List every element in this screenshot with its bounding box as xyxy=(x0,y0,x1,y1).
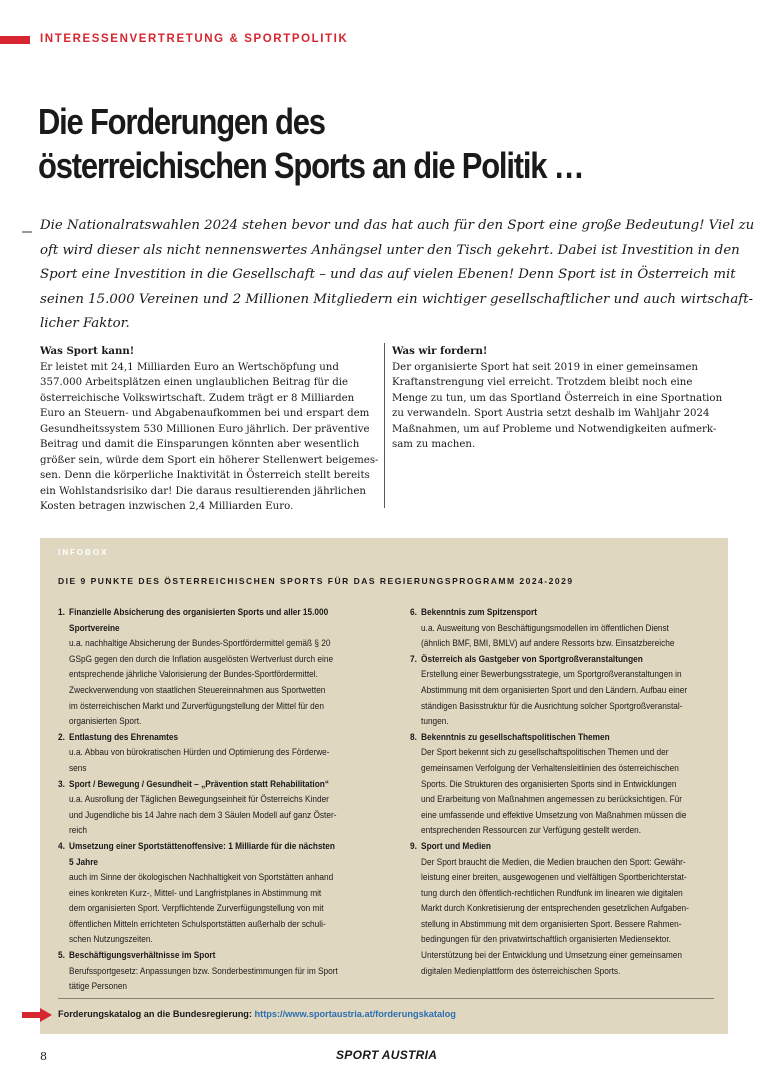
catalog-link[interactable]: https://www.sportaustria.at/forderungskatalog xyxy=(254,1009,456,1019)
point-number: 2. xyxy=(58,731,65,742)
column-what-we-demand xyxy=(392,344,732,453)
point-description: u.a. nachhaltige Absicherung der Bundes-Sportfördermittel gemäß § 20 xyxy=(69,638,331,649)
point-description: gemeinsamen Verfolgung der Verhaltensleitlinien des österreichischen xyxy=(421,762,679,773)
point-number: 7. xyxy=(410,653,417,664)
point-description: tätige Personen xyxy=(69,981,128,992)
point-title: Bekenntnis zum Spitzensport xyxy=(421,607,537,617)
column-line: Gesundheitssystem 530 Millionen Euro jährlich. Der präventive xyxy=(40,423,370,435)
point-number: 8. xyxy=(410,731,417,742)
infobox-point xyxy=(58,839,371,948)
infobox-point xyxy=(410,605,714,652)
page-title-line-1: Die Forderungen des xyxy=(38,101,325,142)
infobox-point xyxy=(58,605,371,730)
column-line: ein Wohlstandsrisiko dar! Die daraus resultierenden jährlichen xyxy=(40,485,366,497)
point-number: 3. xyxy=(58,778,65,789)
infobox-point xyxy=(410,839,714,979)
brand-logo: SPORT AUSTRIA xyxy=(336,1048,438,1062)
infobox-point xyxy=(410,652,714,730)
point-number: 1. xyxy=(58,607,65,617)
column-line: Kraftanstrengung viel erreicht. Trotzdem bleibt noch eine xyxy=(392,377,693,388)
column-line: sam zu machen. xyxy=(392,439,476,450)
column-line: österreichische Volkswirtschaft. Zudem trägt er 8 Milliarden xyxy=(40,392,355,404)
point-description: Berufssportgesetz: Anpassungen bzw. Sonderbestimmungen für im Sport xyxy=(69,965,338,976)
column-line: 357.000 Arbeitsplätzen einen unglaublichen Beitrag für die xyxy=(40,377,349,388)
column-divider xyxy=(384,343,385,508)
point-description: entsprechende jährliche Valorisierung der Bundes-Sportfördermittel. xyxy=(69,669,318,680)
point-description: u.a. Ausweitung von Beschäftigungsmodellen im öffentlichen Dienst xyxy=(421,622,669,633)
column-line: größer sein, würde dem Sport ein höherer Stellenwert beigemes- xyxy=(40,454,379,466)
point-description: im österreichischen Markt und Zurverfügungstellung der Mittel für den xyxy=(69,700,325,711)
lead-line: licher Faktor. xyxy=(40,316,130,331)
page-title xyxy=(38,100,640,188)
point-title: Finanzielle Absicherung des organisierten Sports und aller 15.000 xyxy=(69,607,329,617)
point-description: Markt durch Konkretisierung der entsprechenden gesetzlichen Aufgaben- xyxy=(421,903,689,914)
infobox-points-right xyxy=(410,605,714,979)
lead-line: oft wird dieser als nicht nennenswertes Anhängsel unter den Tisch gekehrt. Dabei ist Investition in den xyxy=(40,242,740,258)
point-number: 4. xyxy=(58,840,65,851)
point-description: GSpG gegen den durch die Inflation ausgelösten Wertverlust durch eine xyxy=(69,653,334,664)
point-title: 5 Jahre xyxy=(69,856,99,867)
page-title-line-2: österreichischen Sports an die Politik … xyxy=(38,145,584,186)
point-description: Sports. Die Strukturen des organisierten Sports sind in Entwicklungen xyxy=(421,778,677,789)
arrow-right-icon xyxy=(20,1005,56,1025)
column-line: Der organisierte Sport hat seit 2019 in einer gemeinsamen xyxy=(392,361,698,373)
lead-dash xyxy=(22,231,32,233)
column-line: Menge zu tun, um das Sportland Österreich in eine Sportnation xyxy=(392,392,723,404)
point-title: Sportvereine xyxy=(69,622,120,633)
lead-paragraph xyxy=(40,214,755,337)
column-what-sport-can xyxy=(40,344,380,515)
infobox-points-left xyxy=(58,605,371,995)
point-description: tungen. xyxy=(421,716,449,727)
infobox-point xyxy=(410,730,714,839)
point-title: Sport / Bewegung / Gesundheit – „Prävention statt Rehabilitation“ xyxy=(69,778,329,789)
point-description: Der Sport bekennt sich zu gesellschaftspolitischen Themen und der xyxy=(421,747,669,758)
point-description: und Jugendliche bis 14 Jahre nach dem 3 Säulen Modell auf ganz Öster- xyxy=(69,809,337,820)
point-description: stellung in Abstimmung mit dem organisierten Sport. Bessere Rahmen- xyxy=(421,918,682,929)
point-description: tung durch den öffentlich-rechtlichen Rundfunk im linearen wie digitalen xyxy=(421,887,683,898)
point-number: 9. xyxy=(410,840,417,851)
infobox-heading: DIE 9 PUNKTE DES ÖSTERREICHISCHEN SPORTS FÜR DAS REGIERUNGSPROGRAMM 2024-2029 xyxy=(58,576,574,586)
point-number: 5. xyxy=(58,950,65,961)
section-accent-bar xyxy=(0,36,30,44)
catalog-link-row xyxy=(58,1009,456,1019)
infobox-divider xyxy=(58,998,714,999)
point-description: auch im Sinne der ökologischen Nachhaltigkeit von Sportstätten anhand xyxy=(69,872,334,883)
point-description: Erstellung einer Bewerbungsstrategie, um Sportgroßveranstaltungen in xyxy=(421,669,682,680)
point-description: Zweckverwendung von staatlichen Steuereinnahmen aus Sportwetten xyxy=(69,684,326,695)
point-description: u.a. Ausrollung der Täglichen Bewegungseinheit für Österreichs Kinder xyxy=(69,794,329,805)
point-description: eine umfassende und effektive Umsetzung von Maßnahmen müssen die xyxy=(421,809,687,820)
point-number: 6. xyxy=(410,607,417,617)
point-description: bedingungen für den privatwirtschaftlich organisierten Mediensektor. xyxy=(421,934,671,945)
point-description: ständigen Basisstruktur für die Ausrichtung solcher Sportgroßveranstal- xyxy=(421,700,683,711)
point-title: Umsetzung einer Sportstättenoffensive: 1 Milliarde für die nächsten xyxy=(69,840,335,851)
point-description: eines konkreten Kurz-, Mittel- und Langfristplanes in Abstimmung mit xyxy=(69,887,322,898)
point-description: organisierten Sport. xyxy=(69,716,142,727)
point-description: Unterstützung bei der Entwicklung und Umsetzung einer gemeinsamen xyxy=(421,950,683,961)
point-description: öffentlichen Mitteln errichteten Schulsportstätten außerhalb der schuli- xyxy=(69,918,326,929)
point-title: Sport und Medien xyxy=(421,840,491,851)
point-description: entsprechenden Ressourcen zur Verfügung gestellt werden. xyxy=(421,825,642,836)
point-description: und Erarbeitung von Maßnahmen angemessen zu berücksichtigen. Für xyxy=(421,794,683,805)
point-description: sens xyxy=(69,762,87,773)
point-description: reich xyxy=(69,825,87,836)
column-heading: Was Sport kann! xyxy=(40,345,135,357)
point-title: Entlastung des Ehrenamtes xyxy=(69,731,179,742)
point-description: leistung einer breiten, ausgewogenen und vielfältigen Sportberichterstat- xyxy=(421,872,687,883)
column-line: Euro an Steuern- und Abgabenaufkommen bei und erspart dem xyxy=(40,408,370,419)
section-label: INTERESSENVERTRETUNG & SPORTPOLITIK xyxy=(40,33,349,45)
point-description: Der Sport braucht die Medien, die Medien brauchen den Sport: Gewähr- xyxy=(421,856,686,867)
point-description: Abstimmung mit dem organisierten Sport und den Ländern. Aufbau einer xyxy=(421,684,688,695)
column-line: Kosten betragen inzwischen 2,4 Milliarden Euro. xyxy=(40,501,294,512)
point-title: Österreich als Gastgeber von Sportgroßveranstaltungen xyxy=(421,653,643,664)
point-description: digitalen Medienplattform des österreichischen Sports. xyxy=(421,965,621,976)
page-number: 8 xyxy=(40,1050,47,1063)
lead-line: Die Nationalratswahlen 2024 stehen bevor und das hat auch für den Sport eine große Bedeutung! Viel zu xyxy=(40,218,755,233)
point-description: schen Nutzungszeiten. xyxy=(69,934,153,945)
point-title: Beschäftigungsverhältnisse im Sport xyxy=(69,950,216,961)
infobox-point xyxy=(58,730,371,777)
point-description: (ähnlich BMF, BMI, BMLV) auf andere Ressorts bzw. Einsatzbereiche xyxy=(421,638,675,649)
point-description: u.a. Abbau von bürokratischen Hürden und Optimierung des Förderwe- xyxy=(69,747,330,758)
point-title: Bekenntnis zu gesellschaftspolitischen Themen xyxy=(421,731,610,742)
column-line: Beitrag und damit die Einsparungen könnten aber wesentlich xyxy=(40,439,360,450)
column-line: sen. Denn die körperliche Inaktivität in Österreich stellt bereits xyxy=(40,470,370,481)
lead-line: seinen 15.000 Vereinen und 2 Millionen Mitgliedern ein wichtiger gesellschaftlicher und auch wirtschaft- xyxy=(40,291,754,307)
point-description: dem organisierten Sport. Verpflichtende Zurverfügungstellung von mit xyxy=(69,903,324,914)
lead-line: Sport eine Investition in die Gesellschaft – und das auf vielen Ebenen! Denn Sport ist in Österreich mit xyxy=(40,267,736,282)
column-line: zu verwandeln. Sport Austria setzt deshalb im Wahljahr 2024 xyxy=(392,408,710,419)
infobox-point xyxy=(58,948,371,995)
column-heading: Was wir fordern! xyxy=(392,345,488,357)
column-line: Er leistet mit 24,1 Milliarden Euro an Wertschöpfung und xyxy=(40,361,339,373)
catalog-link-label: Forderungskatalog an die Bundesregierung: xyxy=(58,1009,252,1019)
column-line: Maßnahmen, um auf Probleme und Notwendigkeiten aufmerk- xyxy=(392,423,717,435)
infobox-label: INFOBOX xyxy=(58,548,109,557)
infobox-point xyxy=(58,777,371,839)
